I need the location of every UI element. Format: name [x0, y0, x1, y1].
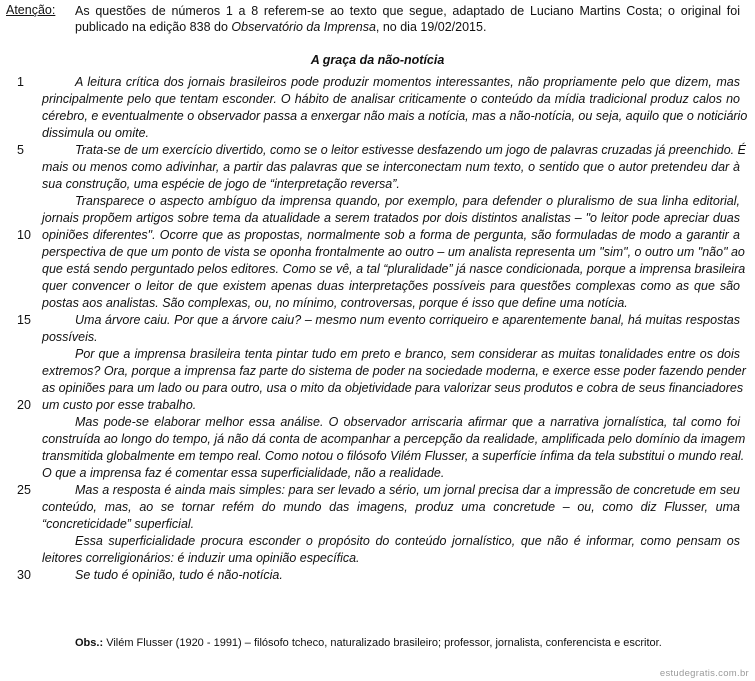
article-line: construída ao longo do tempo, já não dá conta de acompanhar a percepção da realidade, amplificada pelo domínio da imagem: [42, 432, 746, 446]
article-line: quer convencer o leitor de que existem apenas duas interpretações possíveis para questões complexas como as que são: [42, 279, 740, 293]
article-line: opiniões diferentes". Ocorre que as propostas, normalmente sob a forma de pergunta, são formuladas de modo a garantir a: [42, 228, 740, 242]
article-line: O que a imprensa faz é comentar essa superficialidade, não a realidade.: [42, 466, 445, 480]
article-line: principalmente pelo que tentam esconder. O hábito de analisar criticamente o conteúdo da mídia tradicional produz calos no: [42, 92, 740, 106]
line-number: 10: [17, 228, 31, 242]
instructions-text: [75, 3, 740, 35]
footnote-text: Vilém Flusser (1920 - 1991) – filósofo tcheco, naturalizado brasileiro; professor, jornalista, conferencista e escritor.: [106, 637, 662, 649]
watermark: estudegratis.com.br: [659, 668, 749, 679]
article-line: Mas a resposta é ainda mais simples: para ser levado a sério, um jornal precisa dar a impressão de concretude em seu: [75, 483, 740, 497]
article-line: possíveis.: [42, 330, 98, 344]
article-line: um custo por esse trabalho.: [42, 398, 197, 412]
line-number: 20: [17, 398, 31, 412]
article-line: Essa superficialidade procura esconder o propósito do conteúdo jornalístico, que não é informar, como pensam os: [75, 534, 740, 548]
instructions-part: As questões de números 1 a 8 referem-se ao texto que segue, adaptado de Luciano Martins Costa; o original foi publicado na edição 838 do Observatório da Imprensa, no dia 19/02/2015.: [75, 4, 740, 34]
article-line: dissimula ou omite.: [42, 126, 149, 140]
article-line: sua construção, uma espécie de jogo de “interpretação reversa”.: [42, 177, 400, 191]
article-line: extremos? Ora, porque a imprensa faz parte do sistema de poder na sociedade moderna, e exerce esse poder fazendo pender: [42, 364, 746, 378]
article-line: “concreticidade” superficial.: [42, 517, 195, 531]
article-line: conteúdo, mas, ao se tornar refém do mundo das imagens, produz uma concretude – ou, como diz Flusser, uma: [42, 500, 740, 514]
line-number: 30: [17, 568, 31, 582]
line-number: 5: [17, 143, 24, 157]
article-line: perspectiva de que um ponto de vista se oponha frontalmente ao outro – um analista representa um "sim", o outro um "não" ao: [42, 245, 745, 259]
article-line: cérebro, e eventualmente o observador passa a enxergar não mais a notícia, mas a não-notícia, ou seja, aquilo que o noticiário: [42, 109, 748, 123]
article-line: Trata-se de um exercício divertido, como se o leitor estivesse desfazendo um jogo de palavras cruzadas já preenchido. É: [75, 143, 746, 157]
footnote: [75, 637, 662, 649]
article-line: mais ou menos como adivinhar, a partir das palavras que se interconectam num texto, o sentido que o autor pretendeu dar à: [42, 160, 740, 174]
article-line: A leitura crítica dos jornais brasileiros pode produzir momentos interessantes, não propriamente pelo que dizem, mas: [75, 75, 740, 89]
article-line: Se tudo é opinião, tudo é não-notícia.: [75, 568, 283, 582]
line-number: 1: [17, 75, 24, 89]
line-number: 25: [17, 483, 31, 497]
article-line: transmitida globalmente em tempo real. Como notou o filósofo Vilém Flusser, a superfície ínfima da tela substitui o mundo real.: [42, 449, 745, 463]
article-line: Transparece o aspecto ambíguo da imprensa quando, por exemplo, para defender o pluralismo de sua linha editorial,: [75, 194, 740, 208]
article-line: leitores correligionários: é induzir uma opinião específica.: [42, 551, 360, 565]
attention-label: Atenção:: [6, 3, 56, 17]
footnote-label: Obs.:: [75, 637, 104, 649]
article-line: jornais propõem artigos sobre tema da atualidade a serem tratados por dois distintos analistas – "o leitor pode apreciar duas: [42, 211, 740, 225]
article-line: as opiniões para um lado ou para outro, usa o mito da objetividade para valorizar seus produtos e cobra de seus financiadores: [42, 381, 744, 395]
article-line: que está sendo perguntado pelos editores. Como se vê, a tal “pluralidade” já nasce condicionada, porque a imprensa brasileira: [42, 262, 746, 276]
article-title: A graça da não-notícia: [310, 53, 445, 67]
article-line: Por que a imprensa brasileira tenta pintar tudo em preto e branco, sem considerar as muitas tonalidades entre os dois: [75, 347, 740, 361]
article-line: Mas pode-se elaborar melhor essa análise. O observador arriscaria afirmar que a narrativa jornalística, tal como foi: [75, 415, 740, 429]
article-line: postas aos analistas. São complexas, ou, no mínimo, controversas, porque é isso que define uma notícia.: [42, 296, 628, 310]
line-number: 15: [17, 313, 31, 327]
article-line: Uma árvore caiu. Por que a árvore caiu? – mesmo num evento corriqueiro e aparentemente banal, há muitas respostas: [75, 313, 740, 327]
